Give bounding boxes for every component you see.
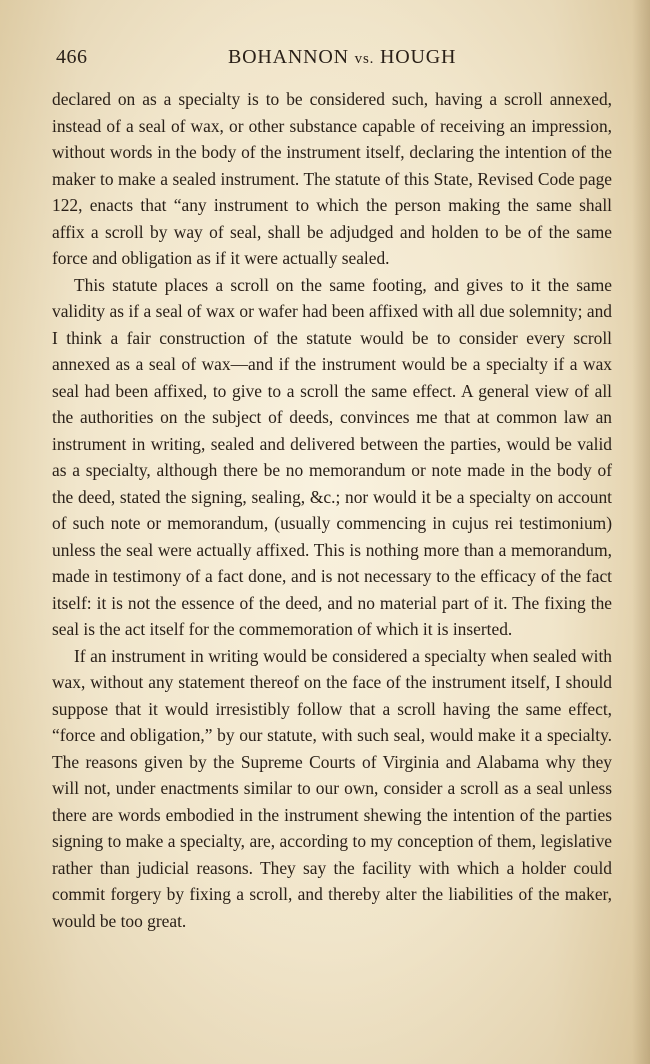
paragraph-specialty-argument: If an instrument in writing would be considered a specialty when sealed with wax, without any statement thereof on the face of the instrument itself, I should suppose that it would irresistibly follow that a scroll having the same effect, “force and obligation,” by our statute, with such seal, would make it a specialty. The reasons given by the Supreme Courts of Virginia and Alabama why they will not, under enactments similar to our own, consider a scroll as a seal unless there are words embodied in the instrument shewing the intention of the parties signing to make a specialty, are, according to my conception of them, legislative rather than judicial reasons. They say the facility with which a holder could commit forgery by fixing a scroll, and thereby alter the liabilities of the maker, would be too great. bbox=[52, 645, 612, 931]
versus-abbrev: vs. bbox=[354, 51, 375, 67]
page-edge-shadow bbox=[632, 0, 650, 1064]
page-number: 466 bbox=[56, 46, 88, 68]
paragraph-statute-scroll: This statute places a scroll on the same footing, and gives to it the same validity as if a seal of wax or wafer had been affixed with all due solemnity; and I think a fair construction of the statute would be to consider every scroll annexed as a seal of wax—and if the instrument would be a specialty if a wax seal had been affixed, to give to a scroll the same effect. A general view of all the authorities on the subject of deeds, convinces me that at common law an instrument in writing, sealed and delivered between the parties, would be valid as a specialty, although there be no memorandum or note made in the body of the deed, stated the signing, sealing, &c.; nor would it be a specialty on account of such note or memorandum, (usually commencing in cujus rei testimonium) unless the seal were actually affixed. This is nothing more than a memorandum, made in testimony of a fact done, and is not necessary to the efficacy of the fact itself: it is not the essence of the deed, and no material part of it. The fixing the seal is the act itself for the commemoration of which it is inserted. bbox=[52, 274, 612, 639]
running-title bbox=[228, 46, 456, 69]
paragraph-continued: declared on as a specialty is to be considered such, having a scroll annexed, instead of a seal of wax, or other substance capable of receiving an impression, without words in the body of the instrument itself, declaring the intention of the maker to make a sealed instrument. The statute of this State, Revised Code page 122, enacts that “any instrument to which the person making the same shall affix a scroll by way of seal, shall be adjudged and holden to be of the same force and obligation as if it were actually sealed. bbox=[52, 89, 612, 268]
case-name-defendant: HOUGH bbox=[379, 46, 457, 68]
running-header bbox=[56, 46, 612, 76]
body-text bbox=[52, 86, 612, 934]
case-name-plaintiff: BOHANNON bbox=[228, 46, 349, 68]
